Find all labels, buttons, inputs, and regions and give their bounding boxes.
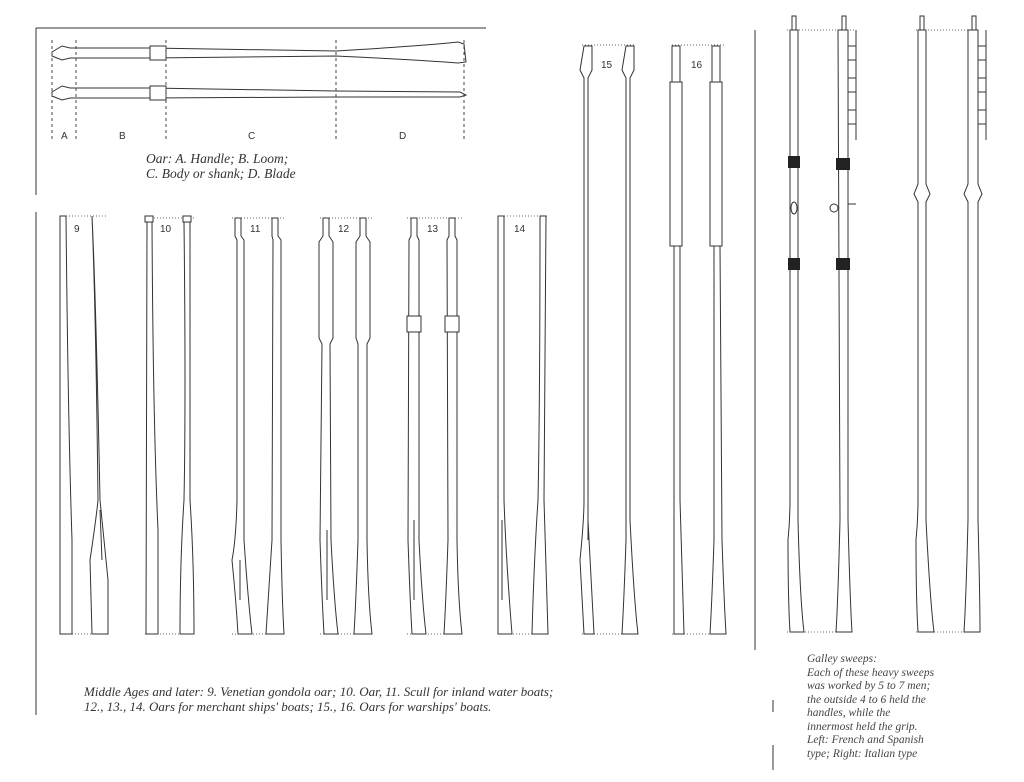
galley-caption-line-5: handles, while the: [807, 707, 891, 719]
anatomy-oar-lower: [52, 86, 466, 100]
oar-number-14: 14: [514, 224, 526, 235]
galley-sweep-french-spanish: [787, 16, 856, 632]
oar-number-15: 15: [601, 60, 613, 71]
galley-caption-line-2: Each of these heavy sweeps: [807, 666, 935, 679]
oar-16: [670, 45, 726, 634]
oar-anatomy-diagram: [52, 40, 466, 142]
galley-caption-line-6: innermost held the grip.: [807, 720, 918, 733]
oar-14: [498, 216, 548, 634]
section-letter-d: D: [399, 131, 407, 142]
section-letter-a: A: [61, 131, 68, 142]
oar-15: [580, 45, 638, 634]
main-caption: [84, 684, 553, 714]
section-letter-b: B: [119, 131, 126, 142]
oar-13: [407, 218, 462, 634]
anatomy-caption-line-2: C. Body or shank; D. Blade: [146, 166, 296, 181]
section-letter-c: C: [248, 131, 256, 142]
oar-9: [60, 216, 108, 634]
oar-number-10: 10: [160, 224, 172, 235]
oar-11: [232, 218, 284, 634]
galley-caption-line-8: type; Right: Italian type: [807, 747, 918, 760]
galley-caption-line-7: Left: French and Spanish: [807, 734, 924, 746]
oar-number-12: 12: [338, 224, 350, 235]
oar-12: [319, 218, 372, 634]
oar-number-11: 11: [250, 224, 261, 235]
oar-number-13: 13: [427, 224, 439, 235]
galley-caption: [807, 653, 934, 761]
galley-sweep-italian: [914, 16, 986, 632]
anatomy-caption-line-1: Oar: A. Handle; B. Loom;: [146, 151, 289, 166]
oar-10: [145, 216, 194, 634]
galley-caption-line-1: Galley sweeps:: [807, 653, 877, 665]
oar-number-9: 9: [74, 224, 80, 235]
galley-caption-line-3: was worked by 5 to 7 men;: [807, 680, 931, 692]
main-caption-line-1: Middle Ages and later: 9. Venetian gondola oar; 10. Oar, 11. Scull for inland water boats;: [84, 684, 554, 699]
oar-number-16: 16: [691, 60, 703, 71]
anatomy-oar-upper: [52, 42, 466, 63]
galley-caption-line-4: the outside 4 to 6 held the: [807, 693, 926, 706]
main-caption-line-2: 12., 13., 14. Oars for merchant ships' boats; 15., 16. Oars for warships' boats.: [84, 699, 492, 714]
anatomy-caption: [146, 151, 296, 181]
